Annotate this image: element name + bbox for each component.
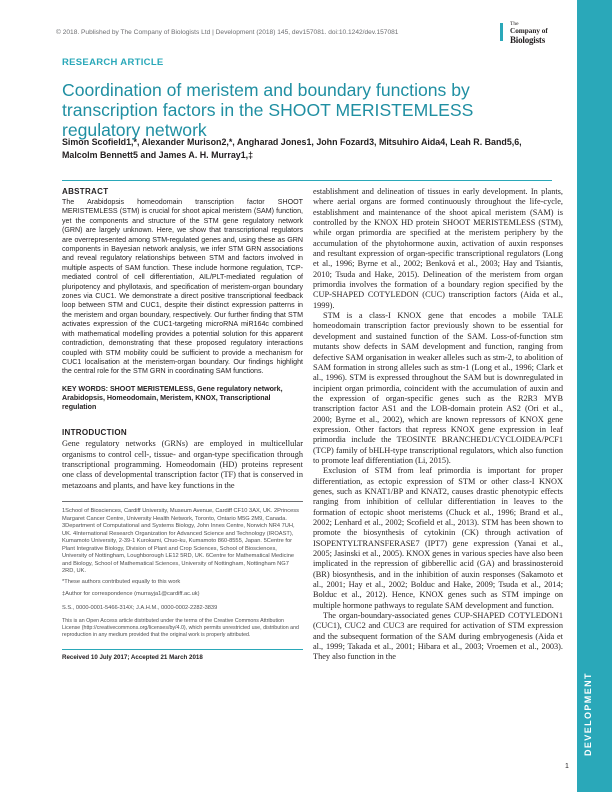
license-text: This is an Open Access article distributed under the terms of the Creative Commons Attribution License (http://creativecommons.org/licenses/by/4.0), which permits unrestricted use, distribution and reproduction in any medium provided that the original work is properly attributed.	[62, 618, 299, 639]
paragraph: Exclusion of STM from leaf primordia is important for proper differentiation, as ectopic expression of STM or other class-I KNOX genes, such as KNAT1/BP and KNAT2, causes drastic phenotypic effects ranging from inhibition of cellular differentiation in leaves to the formation of ectopic shoot meristems (Chuck et al., 1996; Brand et al., 2002; Lenhard et al., 2002; Scofield et al., 2013). STM has been shown to promote the biosynthesis of cytokinin (CK) through activation of ISOPENTYLTRANSFERASE7 (IPT7) gene expression (Yanai et al., 2005; Jasinski et al., 2005). KNOX genes in various species have also been implicated in the repression of gibberellic acid (GA) and brassinosteroid (BR) biosynthesis, and in the inhibition of auxin responses (Sakamoto et al., 2001; Hay et al., 2002; Bolduc and Hake, 2009; Tsuda et al., 2014; Bolduc et al., 2012). Hence, KNOX genes such as STM impinge on multiple hormone pathways to regulate SAM development and function.	[313, 466, 564, 610]
introduction-text: Gene regulatory networks (GRNs) are employed in multicellular organisms to control cell-, tissue- and organ-type specification through transcriptional programming. Homeodomain (HD) proteins represent one class of developmental transcription factor (TF) that is conserved in metazoans and plants, and have key functions in the	[62, 439, 303, 490]
paragraph: establishment and delineation of tissues in early development. In plants, where aerial organs are formed continuously throughout the life-cycle, establishment and maintenance of the shoot apical meristem (SAM) is controlled by the KNOX HD protein SHOOT MERISTEMLESS (STM), while organ primordia are specified at the meristem periphery by the accumulation of the phytohormone auxin, activation of auxin responses and resultant expression of organ-specific transcriptional regulators (Long et al., 1996; Byrne et al., 2002; Benková et al., 2003; Hay and Tsiantis, 2010; Tsuda and Hake, 2015). Delineation of the meristem from organ primordia involves the formation of a boundary region specified by the CUP-SHAPED COTYLEDON (CUC) transcription factors (Aida et al., 1999).	[313, 187, 563, 310]
author-list: Simon Scofield1,*, Alexander Murison2,*, Angharad Jones1, John Fozard3, Mitsuhiro Aida4, Leah R. Band5,6, Malcolm Bennett5 and James A. H. Murray1,‡	[62, 137, 522, 160]
article-type-label: RESEARCH ARTICLE	[62, 57, 164, 68]
keywords: KEY WORDS: SHOOT MERISTEMLESS, Gene regulatory network, Arabidopsis, Homeodomain, Meristem, KNOX, Transcriptional regulation	[62, 384, 283, 412]
header-divider	[62, 180, 552, 181]
sidebar-label: DEVELOPMENT	[583, 672, 593, 756]
page-number: 1	[565, 763, 569, 770]
abstract-text: The Arabidopsis homeodomain transcription factor SHOOT MERISTEMLESS (STM) is crucial for shoot apical meristem (SAM) function, yet the components and structure of the STM gene regulatory network (GRN) are largely unknown. Here, we show that transcriptional regulators are overrepresented among STM-regulated genes and, using these as GRN components in Bayesian network analysis, we infer STM GRN associations and reveal regulatory relationships between STM and factors involved in multiple aspects of SAM function. These include hormone regulation, TCP-mediated control of cell differentiation, AIL/PLT-mediated regulation of pluripotency and phyllotaxis, and specification of meristem-organ boundary zones via CUC1. We demonstrate a direct positive transcriptional feedback loop between STM and CUC1, despite their distinct expression patterns in the meristem and organ boundary, respectively. Our further finding that STM activates expression of the CUC1-targeting microRNA miR164c combined with mathematical modelling provides a potential solution for this apparent contradiction, demonstrating that these proposed regulatory interactions coupled with STM mobility could be sufficient to provide a mechanism for CUC1 localisation at the meristem-organ boundary. Our findings highlight the central role for the STM GRN in coordinating SAM functions.	[62, 198, 303, 376]
logo-line-2: Company of	[510, 27, 548, 35]
journal-citation-line: © 2018. Published by The Company of Biologists Ltd | Development (2018) 145, dev157081. doi:10.1242/dev.157081	[56, 29, 399, 36]
right-column	[313, 187, 563, 663]
received-dates: Received 10 July 2017; Accepted 21 March 2018	[62, 654, 203, 662]
equal-contribution-note: *These authors contributed equally to this work	[62, 578, 181, 585]
paragraph: STM is a class-I KNOX gene that encodes a mobile TALE homeodomain transcription factor previously shown to be essential for development and sustained function of the SAM. Loss-of-function stm mutants show defects in SAM development and function, ranging from defective SAM organisation in weaker alleles such as stm-2, to abolition of SAM formation in strong alleles such as stm-1 (Long et al., 1996; Clark et al., 1996). STM is expressed throughout the SAM but is downregulated in incipient organ primordia, coincident with the accumulation of auxin and the expression of organ-specific genes such as the R2R3 MYB transcription factor AS1 and the LOB-domain protein AS2 (Ori et al., 2000; Byrne et al., 2002), which are known repressors of KNOX gene expression. Other factors that repress KNOX gene expression in leaf primordia include the TEOSINTE BRANCHED1/CYCLOIDEA/PCF1 (TCP) family of bHLH-type transcriptional regulators, which also function to promote leaf differentiation (Li, 2015).	[313, 311, 563, 465]
orcid-ids: S.S., 0000-0001-5466-314X; J.A.H.M., 0000-0002-2282-3839	[62, 604, 218, 611]
correspondence-note: ‡Author for correspondence (murrayja1@cardiff.ac.uk)	[62, 591, 200, 598]
publisher-logo-mark	[500, 23, 508, 41]
footnote-divider	[62, 501, 303, 502]
abstract-heading: ABSTRACT	[62, 187, 109, 196]
publisher-logo	[510, 21, 558, 43]
left-column	[62, 187, 303, 661]
paragraph: The organ-boundary-associated genes CUP-SHAPED COTYLEDON1 (CUC1), CUC2 and CUC3 are required for activation of STM expression and the subsequent formation of the SAM during embryogenesis (Aida et al., 1999; Takada et al., 2001; Hibara et al., 2003; Vroemen et al., 2003). They also function in the	[313, 611, 563, 662]
received-divider	[62, 649, 303, 650]
article-title: Coordination of meristem and boundary functions by transcription factors in the SHOOT MERISTEMLESS regulatory network	[62, 80, 474, 140]
logo-line-3: Biologists	[510, 35, 546, 45]
logo-line-1: The	[510, 21, 519, 27]
affiliations: 1School of Biosciences, Cardiff University, Museum Avenue, Cardiff CF10 3AX, UK. 2Princess Margaret Cancer Centre, University Health Network, Toronto, Ontario M5G 2M9, Canada. 3Department of Computational and Systems Biology, John Innes Centre, Norwich NR4 7UH, UK. 4International Research Organization for Advanced Science and Technology (IROAST), Kumamoto University, 2-39-1 Kurokami, Chuo-ku, Kumamoto 860-8555, Japan. 5Centre for Plant Integrative Biology, Division of Plant and Crop Sciences, School of Biosciences, University of Nottingham, Loughborough LE12 5RD, UK. 6Centre for Mathematical Medicine and Biology, School of Mathematical Sciences, University of Nottingham, Nottingham NG7 2RD, UK.	[62, 508, 299, 575]
introduction-heading: INTRODUCTION	[62, 428, 127, 438]
